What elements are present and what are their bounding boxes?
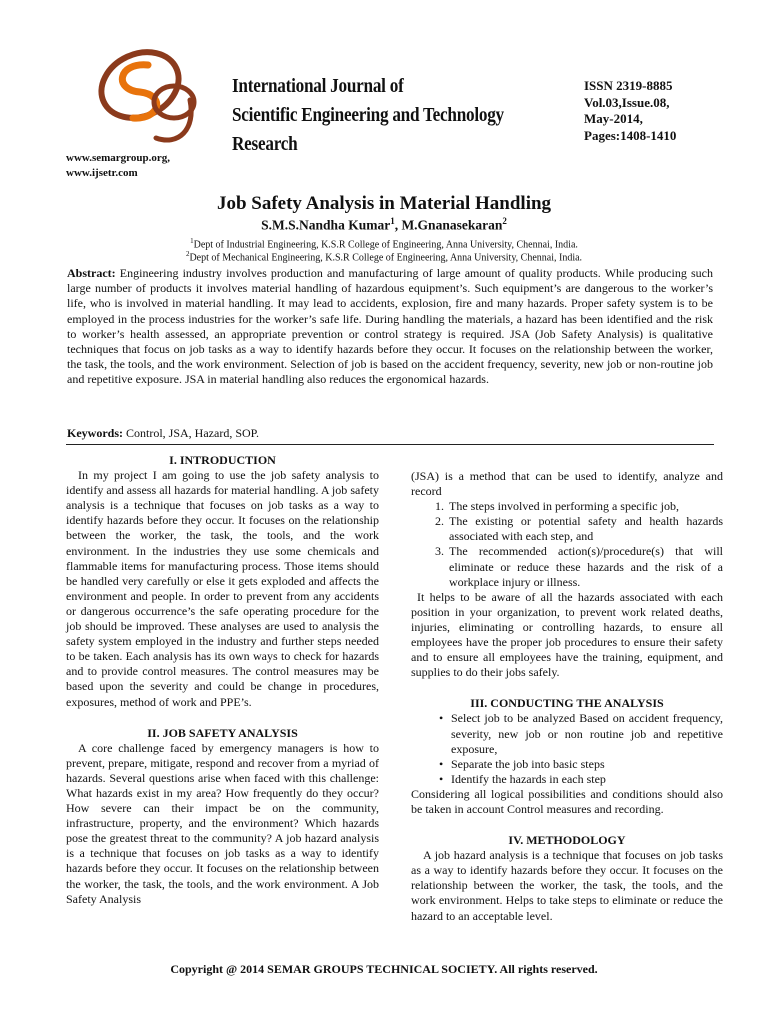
author-1: S.M.S.Nandha Kumar: [261, 217, 391, 233]
jsa-text: A core challenge faced by emergency managers is how to prevent, prepare, mitigate, respond and recover from a myriad of hazards. Several questions arise when faced with this challenge: What hazards exist in my area? How frequently do they occur? How severe can their impact be on the community, infrastructure, property, and the environment? Which hazards pose the greatest threat to the community? A job hazard analysis is a technique that focuses on job tasks as a way to identify hazards before they occur. It focuses on the relationship between the worker, the task, the tools, and the work environment. A Job Safety Analysis: [66, 740, 379, 906]
issue-date: May-2014,: [584, 111, 643, 126]
copyright-footer: Copyright @ 2014 SEMAR GROUPS TECHNICAL SOCIETY. All rights reserved.: [170, 962, 598, 976]
section-heading-conducting: III. CONDUCTING THE ANALYSIS: [470, 696, 664, 711]
keywords: [67, 426, 713, 441]
author-2: M.Gnanasekaran: [401, 217, 503, 233]
list-item: • Separate the job into basic steps: [451, 757, 723, 772]
section-heading-introduction: I. INTRODUCTION: [169, 453, 276, 467]
introduction-text: In my project I am going to use the job safety analysis to identify and assess all hazards for material handling. A job safety analysis is a technique that focuses on job tasks as a way to identify hazards before they occur. It focuses on the relationship between the worker, the task, the tools, and the work environment. In the industries they use some chemicals and flammable items for manufacturing process. Those items should be handled very carefully or else it gets exploded and affects the environment and people. In order to prevent from any accidents or dangerous occurrence’s the safe operating procedure for the job should be improved. These analyses are used to analysis the safety system employed in the industry and further steps needed to be taken. Each analysis has its own ways to check for hazards and to provide control measures. The control measures may be based upon the severity and could be change in procedures, exposures, method of work and PPE’s.: [66, 468, 379, 709]
jsa-steps-list: [411, 499, 723, 590]
divider: [66, 444, 714, 445]
left-column: [66, 453, 379, 907]
affiliation-2-sup: 2: [185, 250, 190, 258]
section-heading-jsa: II. JOB SAFETY ANALYSIS: [147, 725, 298, 740]
affiliation-1-text: Dept of Industrial Engineering, K.S.R College of Engineering, Anna University, Chennai, India.: [193, 239, 578, 251]
issue-info: [584, 78, 744, 144]
journal-title-line2: Scientific Engineering and Technology Research: [232, 104, 504, 155]
journal-logo: [78, 40, 228, 150]
journal-title-line1: International Journal of: [232, 75, 404, 97]
keywords-text: Control, JSA, Hazard, SOP.: [123, 426, 260, 440]
journal-sites: [66, 151, 266, 181]
abstract: [67, 266, 713, 388]
keywords-label: Keywords:: [67, 426, 123, 440]
conduct-after-text: Considering all logical possibilities and conditions should also be taken in account Control measures and recording.: [411, 786, 723, 816]
author-1-sup: 1: [390, 216, 395, 226]
jsa-after-text: It helps to be aware of all the hazards associated with each position in your organization, to prevent work related deaths, injuries, eliminating or controlling hazards, to ensure all employees have the proper job procedures to ensure their safety and to ensure all employees have the training, equipment, and supplies to do their jobs safely.: [411, 589, 723, 680]
issn: ISSN 2319-8885: [584, 78, 673, 93]
list-item: 2. The existing or potential safety and health hazards associated with each step, and: [447, 514, 723, 544]
abstract-text: Engineering industry involves production and manufacturing of large amount of quality products. While producing such large number of products it involves material handling of hazardous equipment’s. Such equipment’s are dangerous to the worker’s life, who is involved in material handling. It may lead to accidents, explosion, fire and many hazards. Proper safety system is to be employed in the process industries for the worker’s safe life. During handling the materials, a hazard has been identified and the risk to worker’s health assessed, an appropriate prevention or control strategy is required. JSA (Job Safety Analysis) is qualitative techniques that focus on job tasks as a way to identify hazards before they occur. It focuses on the relationship between the worker, the task, the tools, and the work environment. Selection of job is based on the accident frequency, severity, new job or non-routine job and repetitive exposure. JSA in material handling also reduces the ergonomical hazards.: [67, 266, 713, 387]
paper-title: Job Safety Analysis in Material Handling: [216, 193, 552, 214]
list-item: • Identify the hazards in each step: [451, 772, 723, 787]
right-column: [411, 469, 723, 924]
authors: [0, 216, 768, 234]
site-link-semargroup[interactable]: www.semargroup.org,: [66, 152, 170, 164]
page-range: Pages:1408-1410: [584, 127, 677, 143]
section-heading-methodology: IV. METHODOLOGY: [508, 833, 626, 848]
list-item: 3. The recommended action(s)/procedure(s) that will eliminate or reduce these hazards and the risk of a workplace injury or illness.: [447, 544, 723, 589]
methodology-text: A job hazard analysis is a technique that focuses on job tasks as a way to identify hazards before they occur. It focuses on the relationship between the worker, the task, the tools, and the work environment. Helps to take steps to eliminate or reduce the hazard to an acceptable level.: [411, 848, 723, 923]
abstract-label: Abstract:: [67, 266, 116, 280]
conduct-list: [411, 711, 723, 786]
volume: Vol.03,Issue.08,: [584, 94, 670, 110]
affiliation-2-text: Dept of Mechanical Engineering, K.S.R College of Engineering, Anna University, Chennai, India.: [189, 252, 583, 264]
author-separator: ,: [394, 217, 402, 233]
affiliation-2: [0, 248, 768, 264]
journal-title: [232, 72, 524, 159]
author-2-sup: 2: [502, 216, 507, 226]
affiliation-1-sup: 1: [190, 237, 194, 245]
list-item: • Select job to be analyzed Based on accident frequency, severity, new job or non routine job and repetitive exposure,: [451, 711, 723, 756]
list-item: 1. The steps involved in performing a specific job,: [447, 499, 723, 514]
jsa-continued-text: (JSA) is a method that can be used to identify, analyze and record: [411, 469, 723, 499]
site-link-ijsetr[interactable]: www.ijsetr.com: [66, 167, 138, 179]
